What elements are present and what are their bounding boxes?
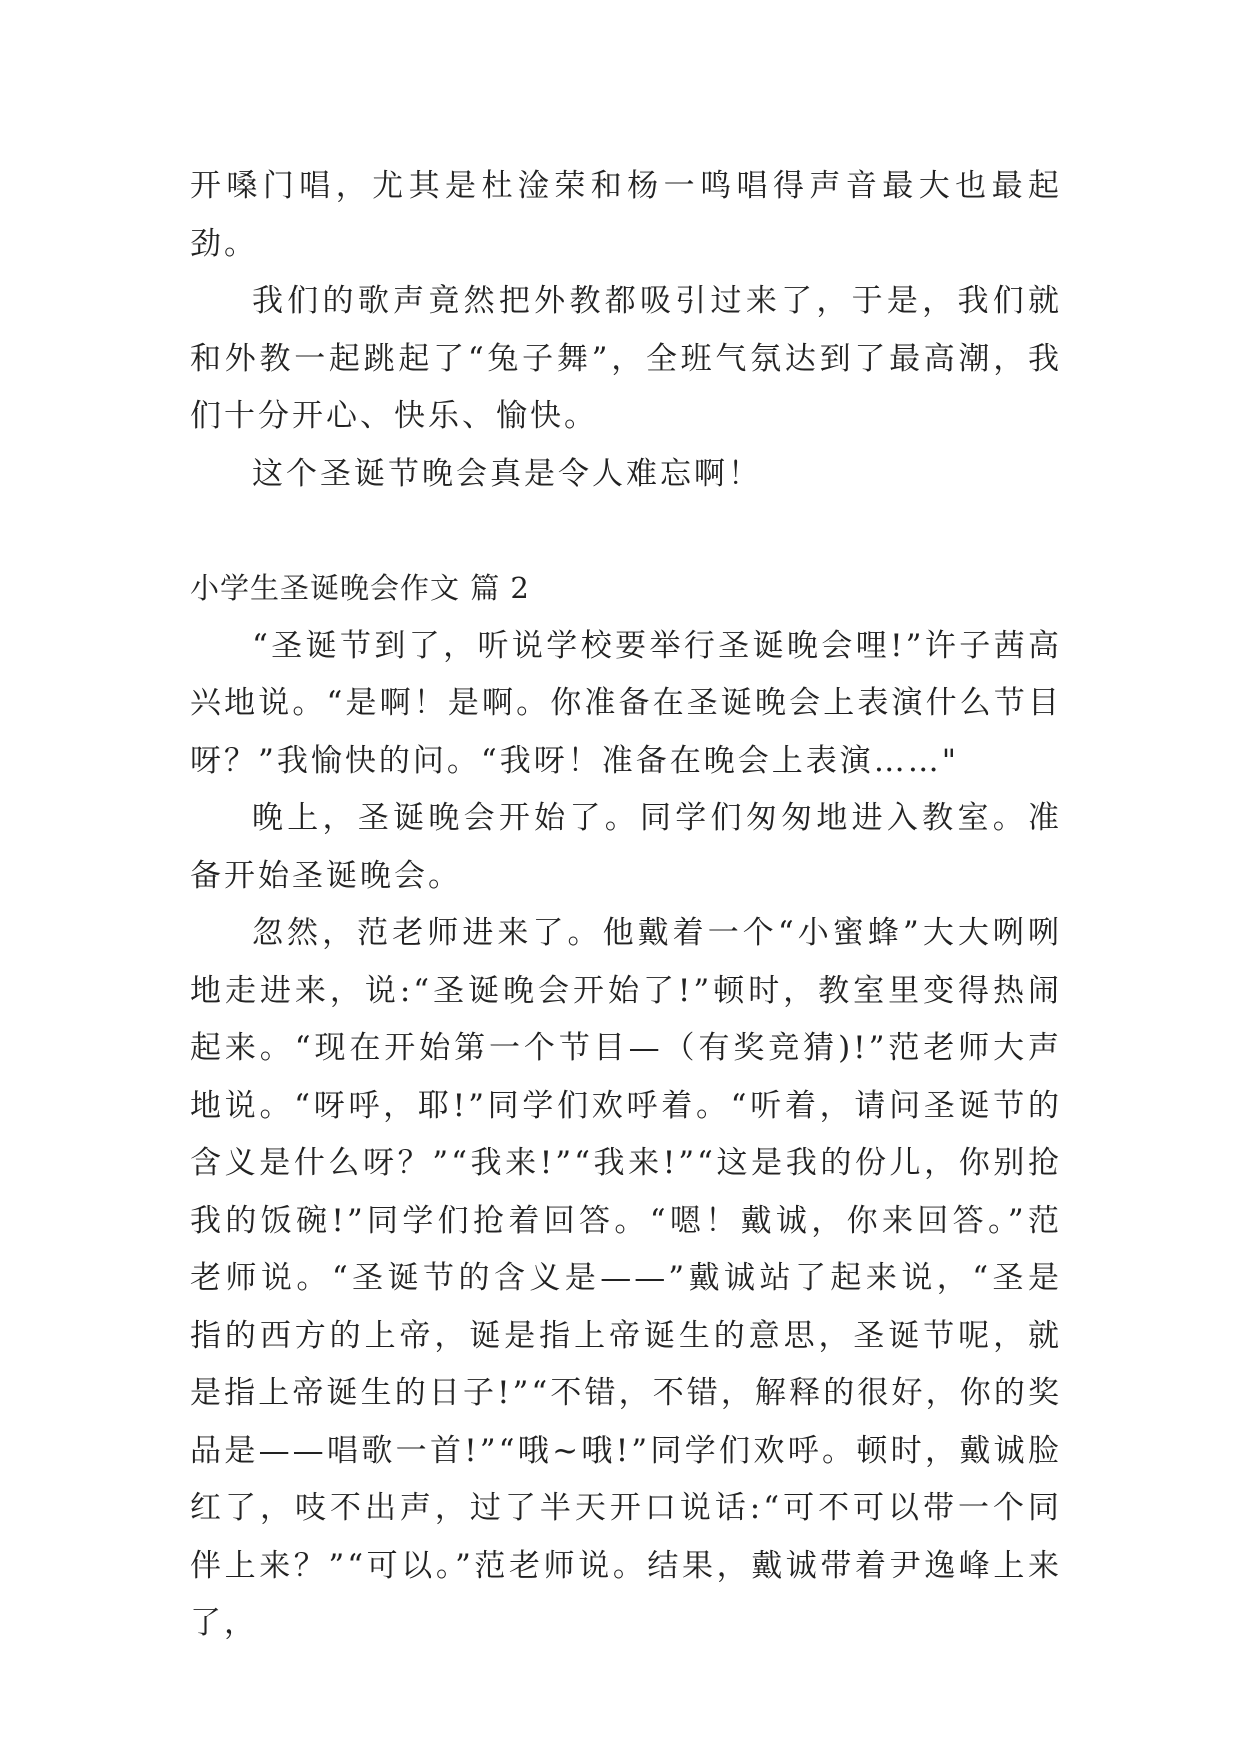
document-body [190,158,1062,1653]
paragraph: 晚上，圣诞晚会开始了。同学们匆匆地进入教室。准备开始圣诞晚会。 [190,800,1062,894]
section-gap [190,503,1062,560]
paragraph: 这个圣诞节晚会真是令人难忘啊！ [252,455,762,492]
paragraph: 忽然，范老师进来了。他戴着一个“小蜜蜂”大大咧咧地走进来，说:“圣诞晚会开始了!”顿时，教室里变得热闹起来。“现在开始第一个节目—（有奖竞猜)!”范老师大声地说。“呀呼，耶!”同学们欢呼着。“听着，请问圣诞节的含义是什么呀？”“我来!”“我来!”“这是我的份儿，你别抢我的饭碗!”同学们抢着回答。“嗯！戴诚，你来回答。”范老师说。“圣诞节的含义是——”戴诚站了起来说，“圣是指的西方的上帝，诞是指上帝诞生的意思，圣诞节呢，就是指上帝诞生的日子!”“不错，不错，解释的很好，你的奖品是——唱歌一首!”“哦~哦!”同学们欢呼。顿时，戴诚脸红了，吱不出声，过了半天开口说话:“可不可以带一个同伴上来？”“可以。”范老师说。结果，戴诚带着尹逸峰上来了， [190,915,1062,1641]
paragraph: 我们的歌声竟然把外教都吸引过来了，于是，我们就和外教一起跳起了“兔子舞”，全班气氛达到了最高潮，我们十分开心、快乐、愉快。 [190,283,1062,434]
paragraph: “圣诞节到了，听说学校要举行圣诞晚会哩!”许子茜高兴地说。“是啊！是啊。你准备在圣诞晚会上表演什么节目呀？”我愉快的问。“我呀！准备在晚会上表演……" [190,627,1062,779]
paragraph-continuation: 开嗓门唱，尤其是杜淦荣和杨一鸣唱得声音最大也最起劲。 [190,168,1062,262]
section-title: 小学生圣诞晚会作文 篇 2 [190,571,530,605]
